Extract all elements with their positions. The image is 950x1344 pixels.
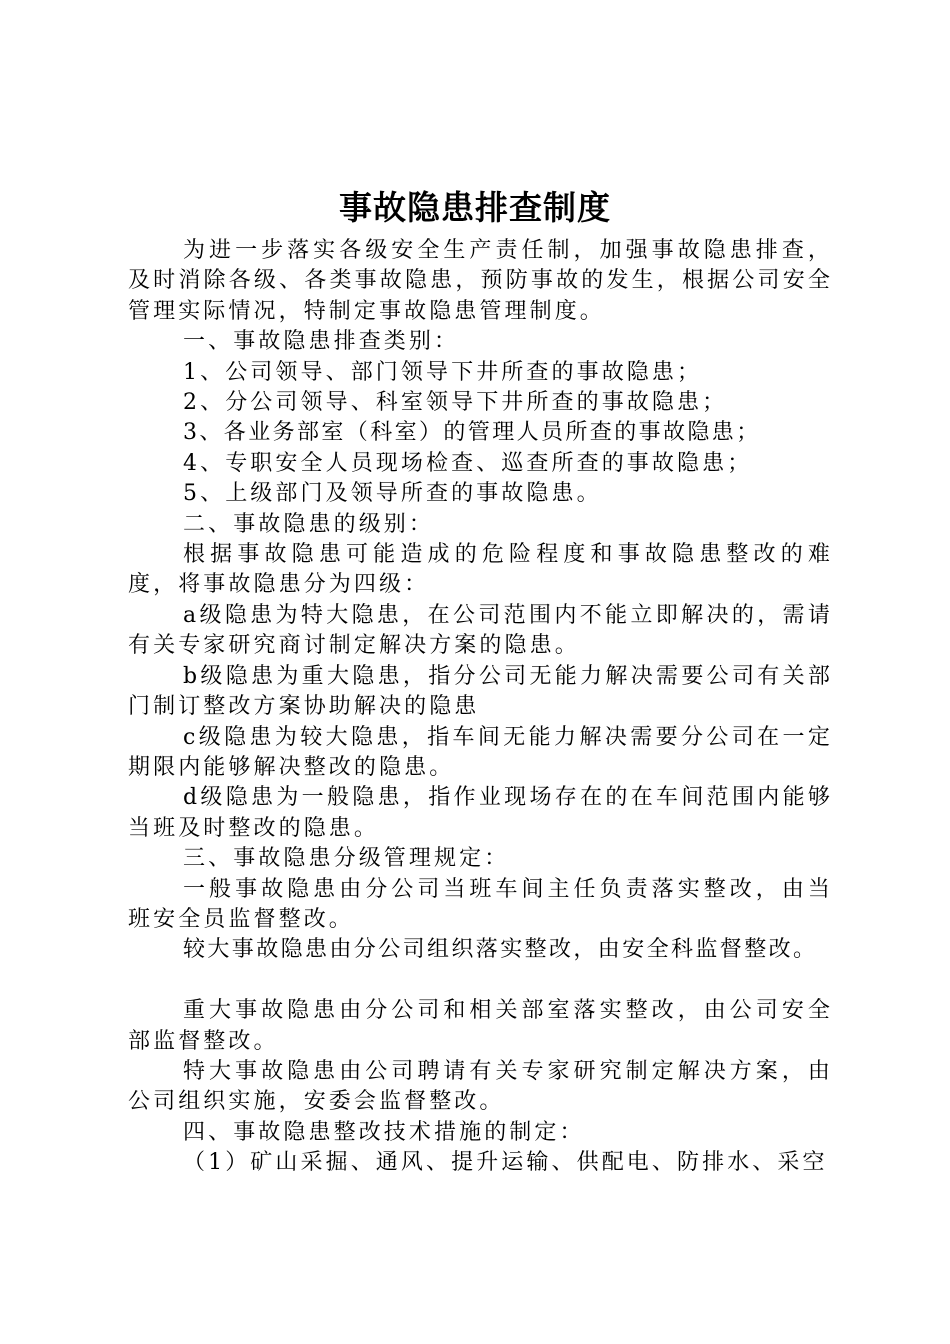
paragraph-intro: 为进一步落实各级安全生产责任制，加强事故隐患排查，及时消除各级、各类事故隐患，预防事故的发生，根据公司安全管理实际情况，特制定事故隐患管理制度。	[128, 238, 833, 324]
list-item: 2、分公司领导、科室领导下井所查的事故隐患；	[183, 390, 728, 416]
document-title: 事故隐患排查制度	[339, 188, 611, 227]
section-heading-1: 一、事故隐患排查类别：	[183, 329, 460, 355]
list-item: 3、各业务部室（科室）的管理人员所查的事故隐患；	[183, 420, 761, 446]
list-item: 1、公司领导、部门领导下井所查的事故隐患；	[183, 359, 703, 385]
section-heading-4: 四、事故隐患整改技术措施的制定：	[183, 1119, 585, 1145]
paragraph: 较大事故隐患由分公司组织落实整改，由安全科监督整改。	[183, 937, 818, 963]
paragraph: c级隐患为较大隐患，指车间无能力解决需要分公司在一定期限内能够解决整改的隐患。	[128, 724, 833, 780]
document-body	[128, 236, 833, 1179]
paragraph: 重大事故隐患由分公司和相关部室落实整改，由公司安全部监督整改。	[128, 998, 833, 1054]
paragraph: b级隐患为重大隐患，指分公司无能力解决需要公司有关部门制订整改方案协助解决的隐患	[128, 663, 833, 720]
paragraph: 根据事故隐患可能造成的危险程度和事故隐患整改的难度，将事故隐患分为四级：	[128, 542, 833, 598]
section-heading-2: 二、事故隐患的级别：	[183, 511, 435, 537]
list-item: 4、专职安全人员现场检查、巡查所查的事故隐患；	[183, 450, 753, 476]
paragraph: （1）矿山采掘、通风、提升运输、供配电、防排水、采空	[183, 1150, 828, 1176]
paragraph: 特大事故隐患由公司聘请有关专家研究制定解决方案，由公司组织实施，安委会监督整改。	[128, 1058, 833, 1115]
paragraph: d级隐患为一般隐患，指作业现场存在的在车间范围内能够当班及时整改的隐患。	[128, 785, 833, 841]
paragraph: 一般事故隐患由分公司当班车间主任负责落实整改，由当班安全员监督整改。	[128, 876, 833, 932]
paragraph: a级隐患为特大隐患，在公司范围内不能立即解决的，需请有关专家研究商讨制定解决方案的隐患。	[128, 602, 833, 659]
section-heading-3: 三、事故隐患分级管理规定：	[183, 846, 510, 872]
list-item: 5、上级部门及领导所查的事故隐患。	[183, 481, 602, 507]
